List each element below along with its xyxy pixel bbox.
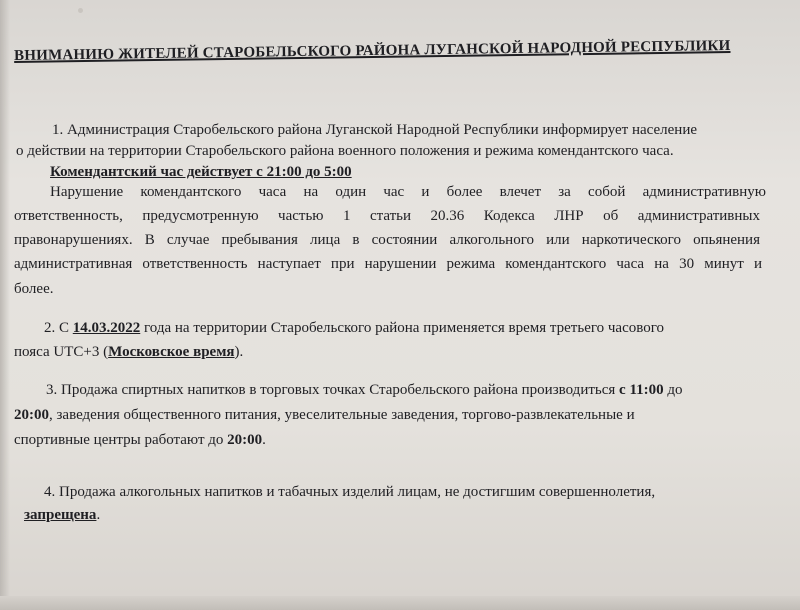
moscow-time: Московское время bbox=[108, 344, 235, 360]
notice-title: ВНИМАНИЮ ЖИТЕЛЕЙ СТАРОБЕЛЬСКОГО РАЙОНА ЛУГАНСКОЙ НАРОДНОЙ РЕСПУБЛИКИ bbox=[14, 37, 731, 64]
page-bottom-fold bbox=[0, 596, 800, 610]
p2-line2-suffix: ). bbox=[234, 344, 244, 360]
p3-line-2 bbox=[14, 407, 635, 424]
p2-rest: года на территории Старобельского района применяется время третьего часового bbox=[140, 320, 665, 336]
p3-line3-text: спортивные центры работают до bbox=[14, 432, 228, 448]
p4-line-1: 4. Продажа алкогольных напитков и табачных изделий лицам, не достигшим совершеннолетия, bbox=[44, 484, 656, 500]
curfew-heading: Комендантский час действует с 21:00 до 5:00 bbox=[50, 164, 352, 180]
p3-line1-tail: до bbox=[663, 382, 683, 398]
p4-end: . bbox=[96, 507, 101, 523]
p2-line-2 bbox=[14, 344, 243, 361]
p1-line-3: Нарушение комендантского часа на один час и более влечет за собой административную bbox=[50, 184, 766, 200]
p4-line-2 bbox=[24, 507, 100, 524]
p3-line-1 bbox=[46, 382, 683, 399]
p3-line3-end: . bbox=[262, 432, 266, 448]
p2-prefix: 2. С bbox=[44, 320, 73, 336]
p1-line-6: административная ответственность наступает при нарушении режима комендантского часа на 30 минут и bbox=[14, 256, 762, 272]
banned-word: запрещена bbox=[24, 507, 97, 523]
sales-from-time: с 11:00 bbox=[619, 382, 664, 398]
p1-line-2: о действии на территории Старобельского района военного положения и режима комендантского часа. bbox=[16, 143, 674, 159]
p3-line1-text: 3. Продажа спиртных напитков в торговых точках Старобельского района производиться bbox=[46, 382, 620, 398]
p2-line-1 bbox=[44, 320, 774, 337]
p1-line-5: правонарушениях. В случае пребывания лица в состоянии алкогольного или наркотического опьянения bbox=[14, 232, 760, 248]
page-shadow bbox=[0, 0, 10, 610]
p1-line-7: более. bbox=[14, 281, 54, 297]
sales-to-time: 20:00 bbox=[14, 407, 49, 423]
paper-speck bbox=[78, 8, 83, 13]
p3-line-3 bbox=[14, 432, 266, 449]
effective-date: 14.03.2022 bbox=[72, 320, 141, 336]
p3-line2-rest: , заведения общественного питания, увеселительные заведения, торгово-развлекательные и bbox=[49, 407, 635, 423]
p2-line2-prefix: пояса UTC+3 ( bbox=[14, 344, 109, 360]
p1-line-1: 1. Администрация Старобельского района Луганской Народной Республики информирует население bbox=[52, 122, 698, 138]
centers-close-time: 20:00 bbox=[227, 432, 263, 448]
p1-line-4: ответственность, предусмотренную частью 1 статьи 20.36 Кодекса ЛНР об административных bbox=[14, 208, 760, 224]
